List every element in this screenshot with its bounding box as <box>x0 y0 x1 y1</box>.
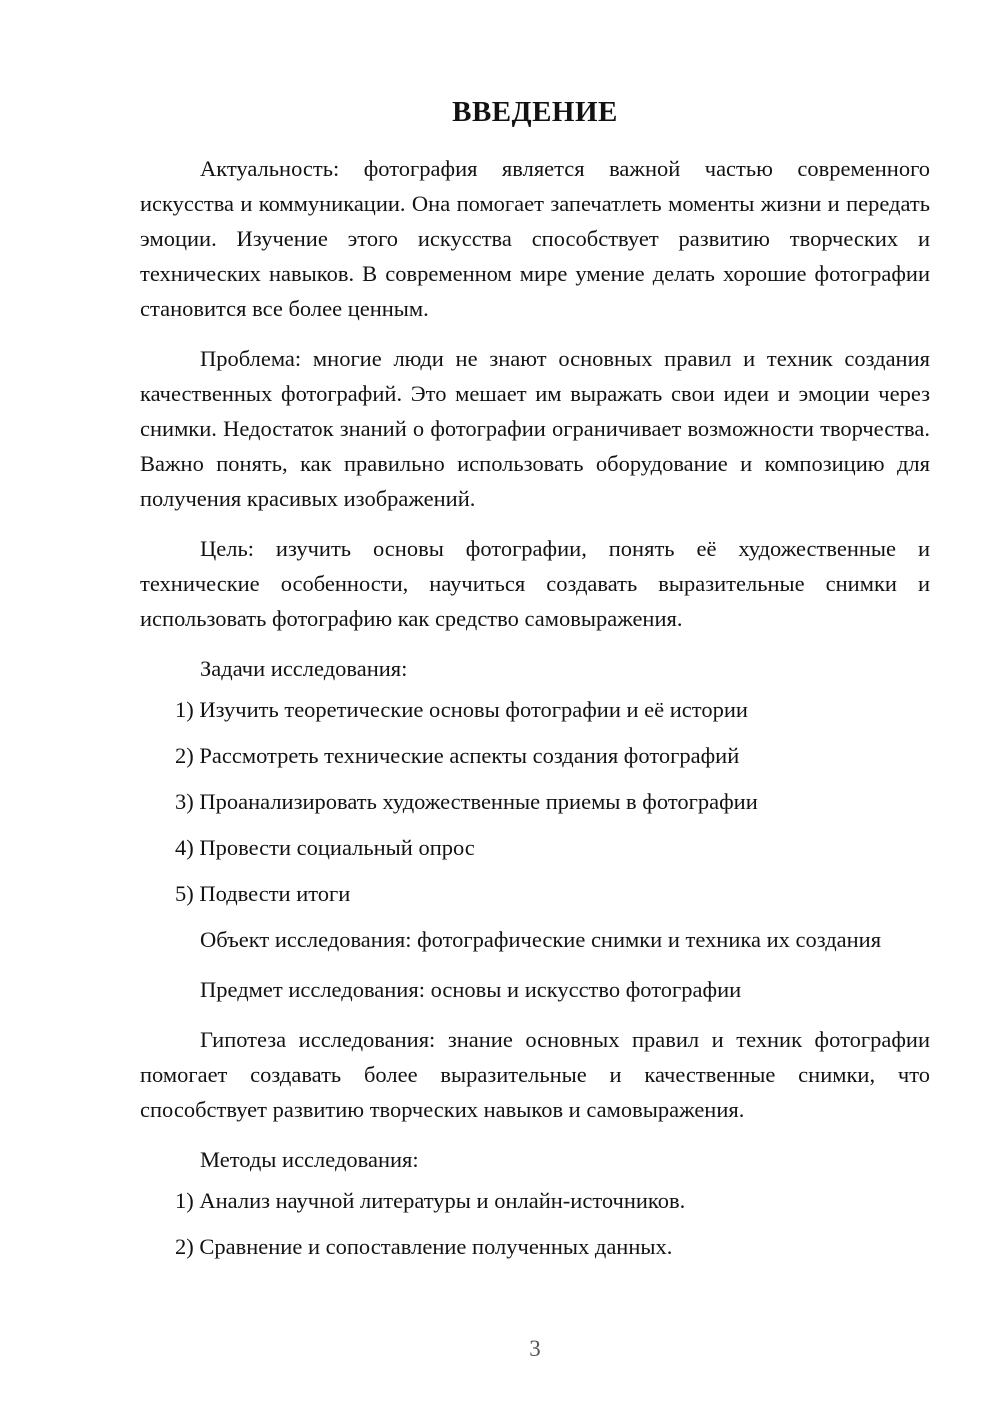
methods-list <box>140 1183 930 1264</box>
paragraph-hypothesis: Гипотеза исследования: знание основных правил и техник фотографии помогает создавать более выразительные и качественные снимки, что способствует развитию творческих навыков и самовыражения. <box>140 1027 930 1123</box>
task-item-3: 3) Проанализировать художественные приемы в фотографии <box>175 789 758 815</box>
task-item-1: 1) Изучить теоретические основы фотографии и её истории <box>175 697 748 723</box>
page-number: 3 <box>529 1336 541 1361</box>
paragraph-problem: Проблема: многие люди не знают основных правил и техник создания качественных фотографий. Это мешает им выражать свои идеи и эмоции через снимки. Недостаток знаний о фотографии ограничивает возможности творчества. Важно понять, как правильно использовать оборудование и композицию для получения красивых изображений. <box>140 346 930 512</box>
method-item-2: 2) Сравнение и сопоставление полученных данных. <box>175 1234 673 1260</box>
paragraph-object: Объект исследования: фотографические снимки и техника их создания <box>200 927 882 953</box>
task-item-4: 4) Провести социальный опрос <box>175 835 475 861</box>
task-item-5: 5) Подвести итоги <box>175 881 351 907</box>
methods-heading: Методы исследования: <box>200 1147 419 1173</box>
page-title: ВВЕДЕНИЕ <box>452 96 618 128</box>
paragraph-relevance: Актуальность: фотография является важной частью современного искусства и коммуникации. Она помогает запечатлеть моменты жизни и передать эмоции. Изучение этого искусства способствует развитию творческих и технических навыков. В современном мире умение делать хорошие фотографии становится все более ценным. <box>140 156 930 322</box>
task-item-2: 2) Рассмотреть технические аспекты создания фотографий <box>175 743 740 769</box>
tasks-heading: Задачи исследования: <box>200 656 408 682</box>
tasks-list <box>140 692 930 911</box>
paragraph-subject: Предмет исследования: основы и искусство фотографии <box>200 977 742 1003</box>
paragraph-goal: Цель: изучить основы фотографии, понять её художественные и технические особенности, научиться создавать выразительные снимки и использовать фотографию как средство самовыражения. <box>140 536 930 632</box>
method-item-1: 1) Анализ научной литературы и онлайн-источников. <box>175 1188 686 1214</box>
